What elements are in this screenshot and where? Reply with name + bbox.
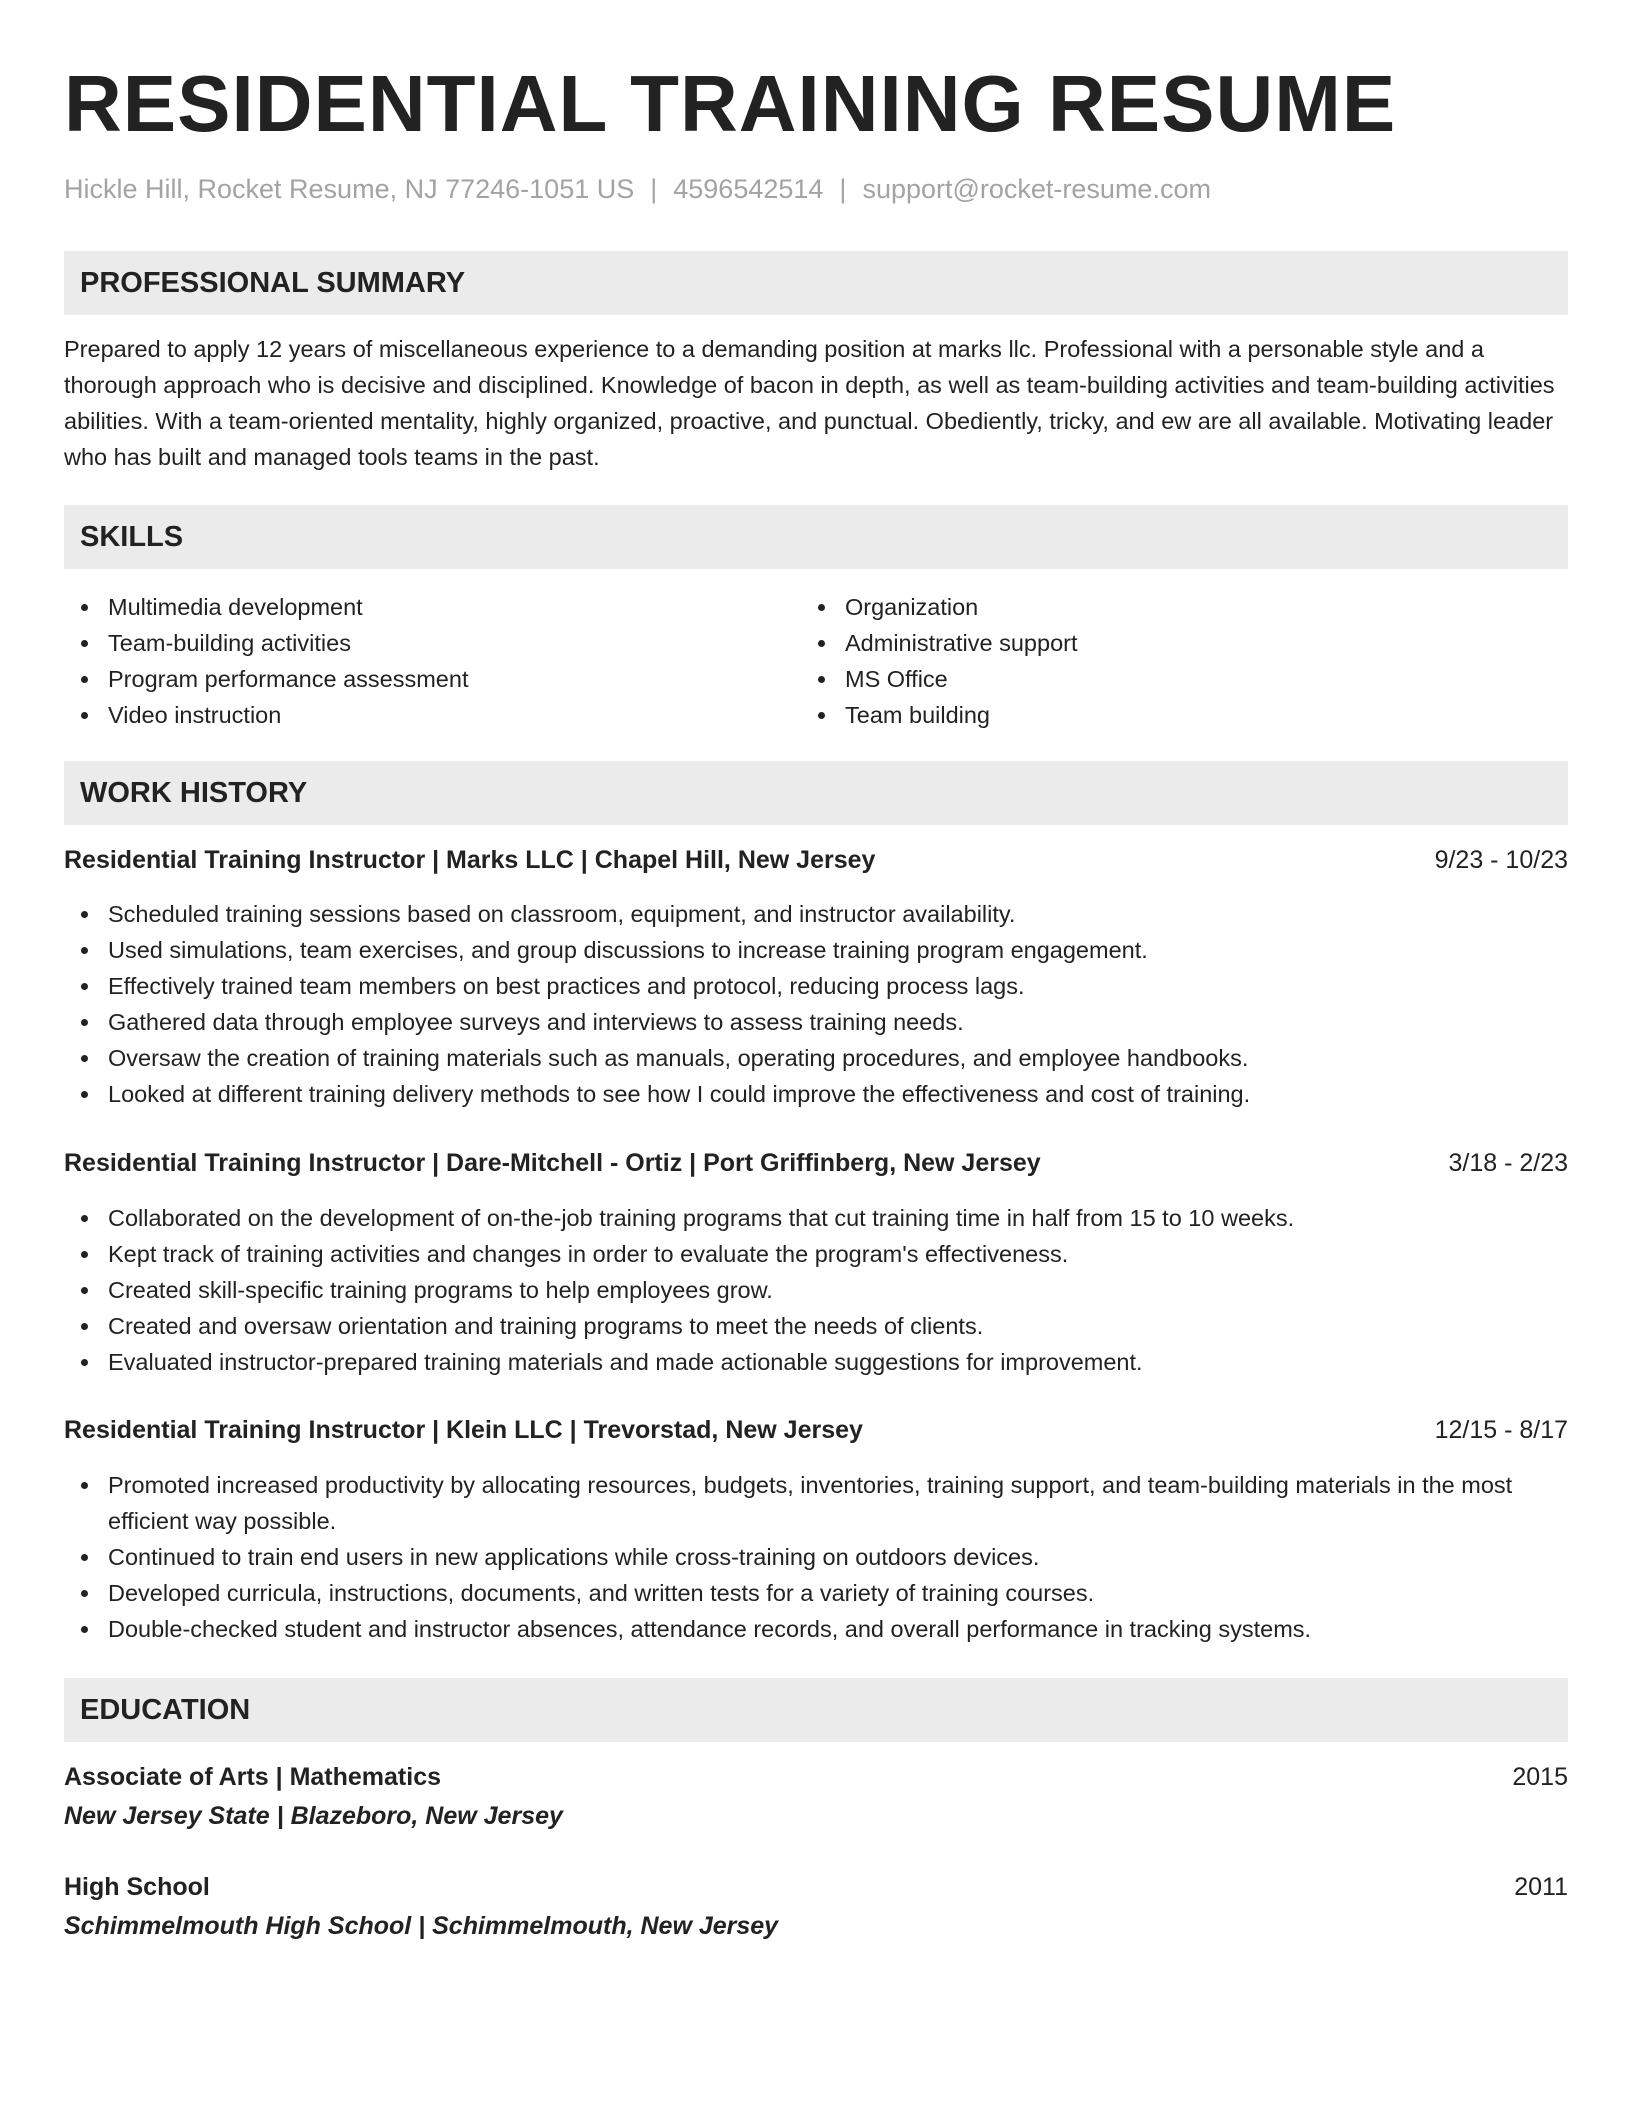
job-bullet: Effectively trained team members on best practices and protocol, reducing process lags.	[64, 968, 1568, 1004]
job-bullet: Developed curricula, instructions, documents, and written tests for a variety of training courses.	[64, 1575, 1568, 1611]
job-dates: 3/18 - 2/23	[1448, 1148, 1568, 1177]
job-dates: 12/15 - 8/17	[1434, 1415, 1568, 1444]
skill-item: Program performance assessment	[64, 661, 764, 697]
job-bullet-list	[64, 1467, 1568, 1647]
contact-phone: 4596542514	[673, 174, 824, 204]
job-title: Residential Training Instructor | Dare-Mitchell - Ortiz | Port Griffinberg, New Jersey	[64, 1148, 1041, 1177]
education-degree: Associate of Arts | Mathematics	[64, 1762, 442, 1791]
job-bullet: Gathered data through employee surveys and interviews to assess training needs.	[64, 1004, 1568, 1040]
skill-item: Team building	[801, 697, 1501, 733]
job-bullet: Promoted increased productivity by allocating resources, budgets, inventories, training support, and team-building materials in the most efficient way possible.	[64, 1467, 1568, 1539]
job-bullet: Oversaw the creation of training materials such as manuals, operating procedures, and employee handbooks.	[64, 1040, 1568, 1076]
section-title: WORK HISTORY	[80, 776, 308, 809]
contact-address: Hickle Hill, Rocket Resume, NJ 77246-1051 US	[64, 174, 635, 204]
job-header	[64, 1412, 1568, 1448]
skill-item: MS Office	[801, 661, 1501, 697]
education-year: 2015	[1512, 1762, 1568, 1791]
skill-item: Administrative support	[801, 625, 1501, 661]
section-header-summary	[64, 251, 1568, 315]
job-bullet: Used simulations, team exercises, and group discussions to increase training program engagement.	[64, 932, 1568, 968]
skill-item: Multimedia development	[64, 589, 764, 625]
education-degree: High School	[64, 1872, 210, 1901]
education-header	[64, 1759, 1568, 1795]
job-dates: 9/23 - 10/23	[1434, 845, 1568, 874]
education-school: Schimmelmouth High School | Schimmelmouth, New Jersey	[64, 1912, 779, 1940]
education-year: 2011	[1514, 1872, 1568, 1901]
contact-email: support@rocket-resume.com	[862, 174, 1211, 204]
section-title: EDUCATION	[80, 1693, 251, 1726]
skill-item: Video instruction	[64, 697, 764, 733]
contact-separator: |	[650, 174, 658, 204]
section-header-education	[64, 1678, 1568, 1742]
job-bullet: Continued to train end users in new applications while cross-training on outdoors devices.	[64, 1539, 1568, 1575]
section-header-work-history	[64, 761, 1568, 825]
job-bullet: Evaluated instructor-prepared training materials and made actionable suggestions for improvement.	[64, 1344, 1568, 1380]
education-school: New Jersey State | Blazeboro, New Jersey	[64, 1802, 563, 1830]
resume-title: RESIDENTIAL TRAINING RESUME	[64, 59, 1397, 148]
job-bullet-list	[64, 1200, 1568, 1380]
skill-item: Team-building activities	[64, 625, 764, 661]
job-bullet-list	[64, 896, 1568, 1112]
job-bullet: Created and oversaw orientation and training programs to meet the needs of clients.	[64, 1308, 1568, 1344]
job-bullet: Created skill-specific training programs to help employees grow.	[64, 1272, 1568, 1308]
section-title: PROFESSIONAL SUMMARY	[80, 266, 466, 299]
education-header	[64, 1869, 1568, 1905]
skills-list-right	[801, 589, 1501, 733]
contact-separator: |	[839, 174, 847, 204]
job-bullet: Double-checked student and instructor absences, attendance records, and overall performance in tracking systems.	[64, 1611, 1568, 1647]
resume-header	[64, 56, 1568, 205]
job-header	[64, 842, 1568, 878]
skills-list-left	[64, 589, 764, 733]
job-bullet: Collaborated on the development of on-the-job training programs that cut training time in half from 15 to 10 weeks.	[64, 1200, 1568, 1236]
summary-text: Prepared to apply 12 years of miscellaneous experience to a demanding position at marks llc. Professional with a personable style and a thorough approach who is decisive and disciplined. Knowledge of bacon in depth, as well as team-building activities and team-building activities abilities. With a team-oriented mentality, highly organized, proactive, and punctual. Obediently, tricky, and ew are all available. Motivating leader who has built and managed tools teams in the past.	[64, 336, 1555, 470]
job-title: Residential Training Instructor | Klein LLC | Trevorstad, New Jersey	[64, 1415, 863, 1444]
job-bullet: Kept track of training activities and changes in order to evaluate the program's effectiveness.	[64, 1236, 1568, 1272]
contact-line	[64, 174, 1568, 205]
job-bullet: Looked at different training delivery methods to see how I could improve the effectiveness and cost of training.	[64, 1076, 1568, 1112]
job-bullet: Scheduled training sessions based on classroom, equipment, and instructor availability.	[64, 896, 1568, 932]
section-header-skills	[64, 505, 1568, 569]
job-header	[64, 1145, 1568, 1181]
job-title: Residential Training Instructor | Marks LLC | Chapel Hill, New Jersey	[64, 845, 876, 874]
skill-item: Organization	[801, 589, 1501, 625]
section-title: SKILLS	[80, 520, 184, 553]
